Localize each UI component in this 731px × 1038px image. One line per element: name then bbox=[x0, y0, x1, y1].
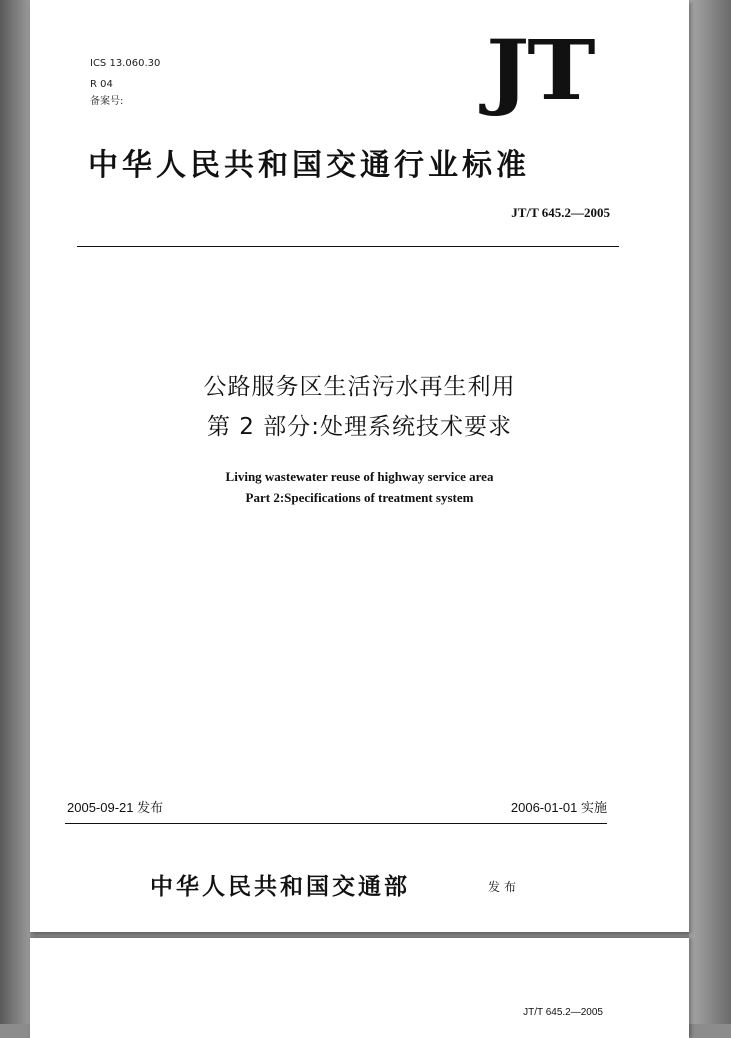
footer-divider bbox=[65, 823, 607, 824]
record-number-label: 备案号: bbox=[90, 96, 124, 107]
viewer-background-right bbox=[689, 0, 731, 1024]
title-cn-line1: 公路服务区生活污水再生利用 bbox=[203, 374, 516, 400]
title-en-line1: Living wastewater reuse of highway service area bbox=[225, 469, 494, 484]
title-en-line2: Part 2:Specifications of treatment system bbox=[245, 490, 474, 505]
page-header-standard-number: JT/T 645.2—2005 bbox=[523, 1007, 603, 1018]
implement-date: 2006-01-01 实施 bbox=[510, 800, 607, 815]
publisher-name: 中华人民共和国交通部 bbox=[150, 873, 410, 900]
ics-code: ICS 13.060.30 bbox=[90, 58, 161, 69]
org-title: 中华人民共和国交通行业标准 bbox=[88, 148, 530, 183]
class-code: R 04 bbox=[90, 79, 113, 90]
issue-date: 2005-09-21 发布 bbox=[67, 800, 164, 815]
document-page-cover bbox=[30, 0, 689, 932]
viewer-background-left bbox=[0, 0, 30, 1024]
header-divider bbox=[77, 246, 619, 247]
document-page-next bbox=[30, 938, 689, 1038]
publish-label: 发布 bbox=[488, 880, 521, 894]
jt-logo: JT bbox=[486, 23, 594, 119]
title-cn-line2: 第 2 部分:处理系统技术要求 bbox=[206, 414, 512, 440]
standard-number: JT/T 645.2—2005 bbox=[511, 205, 610, 220]
